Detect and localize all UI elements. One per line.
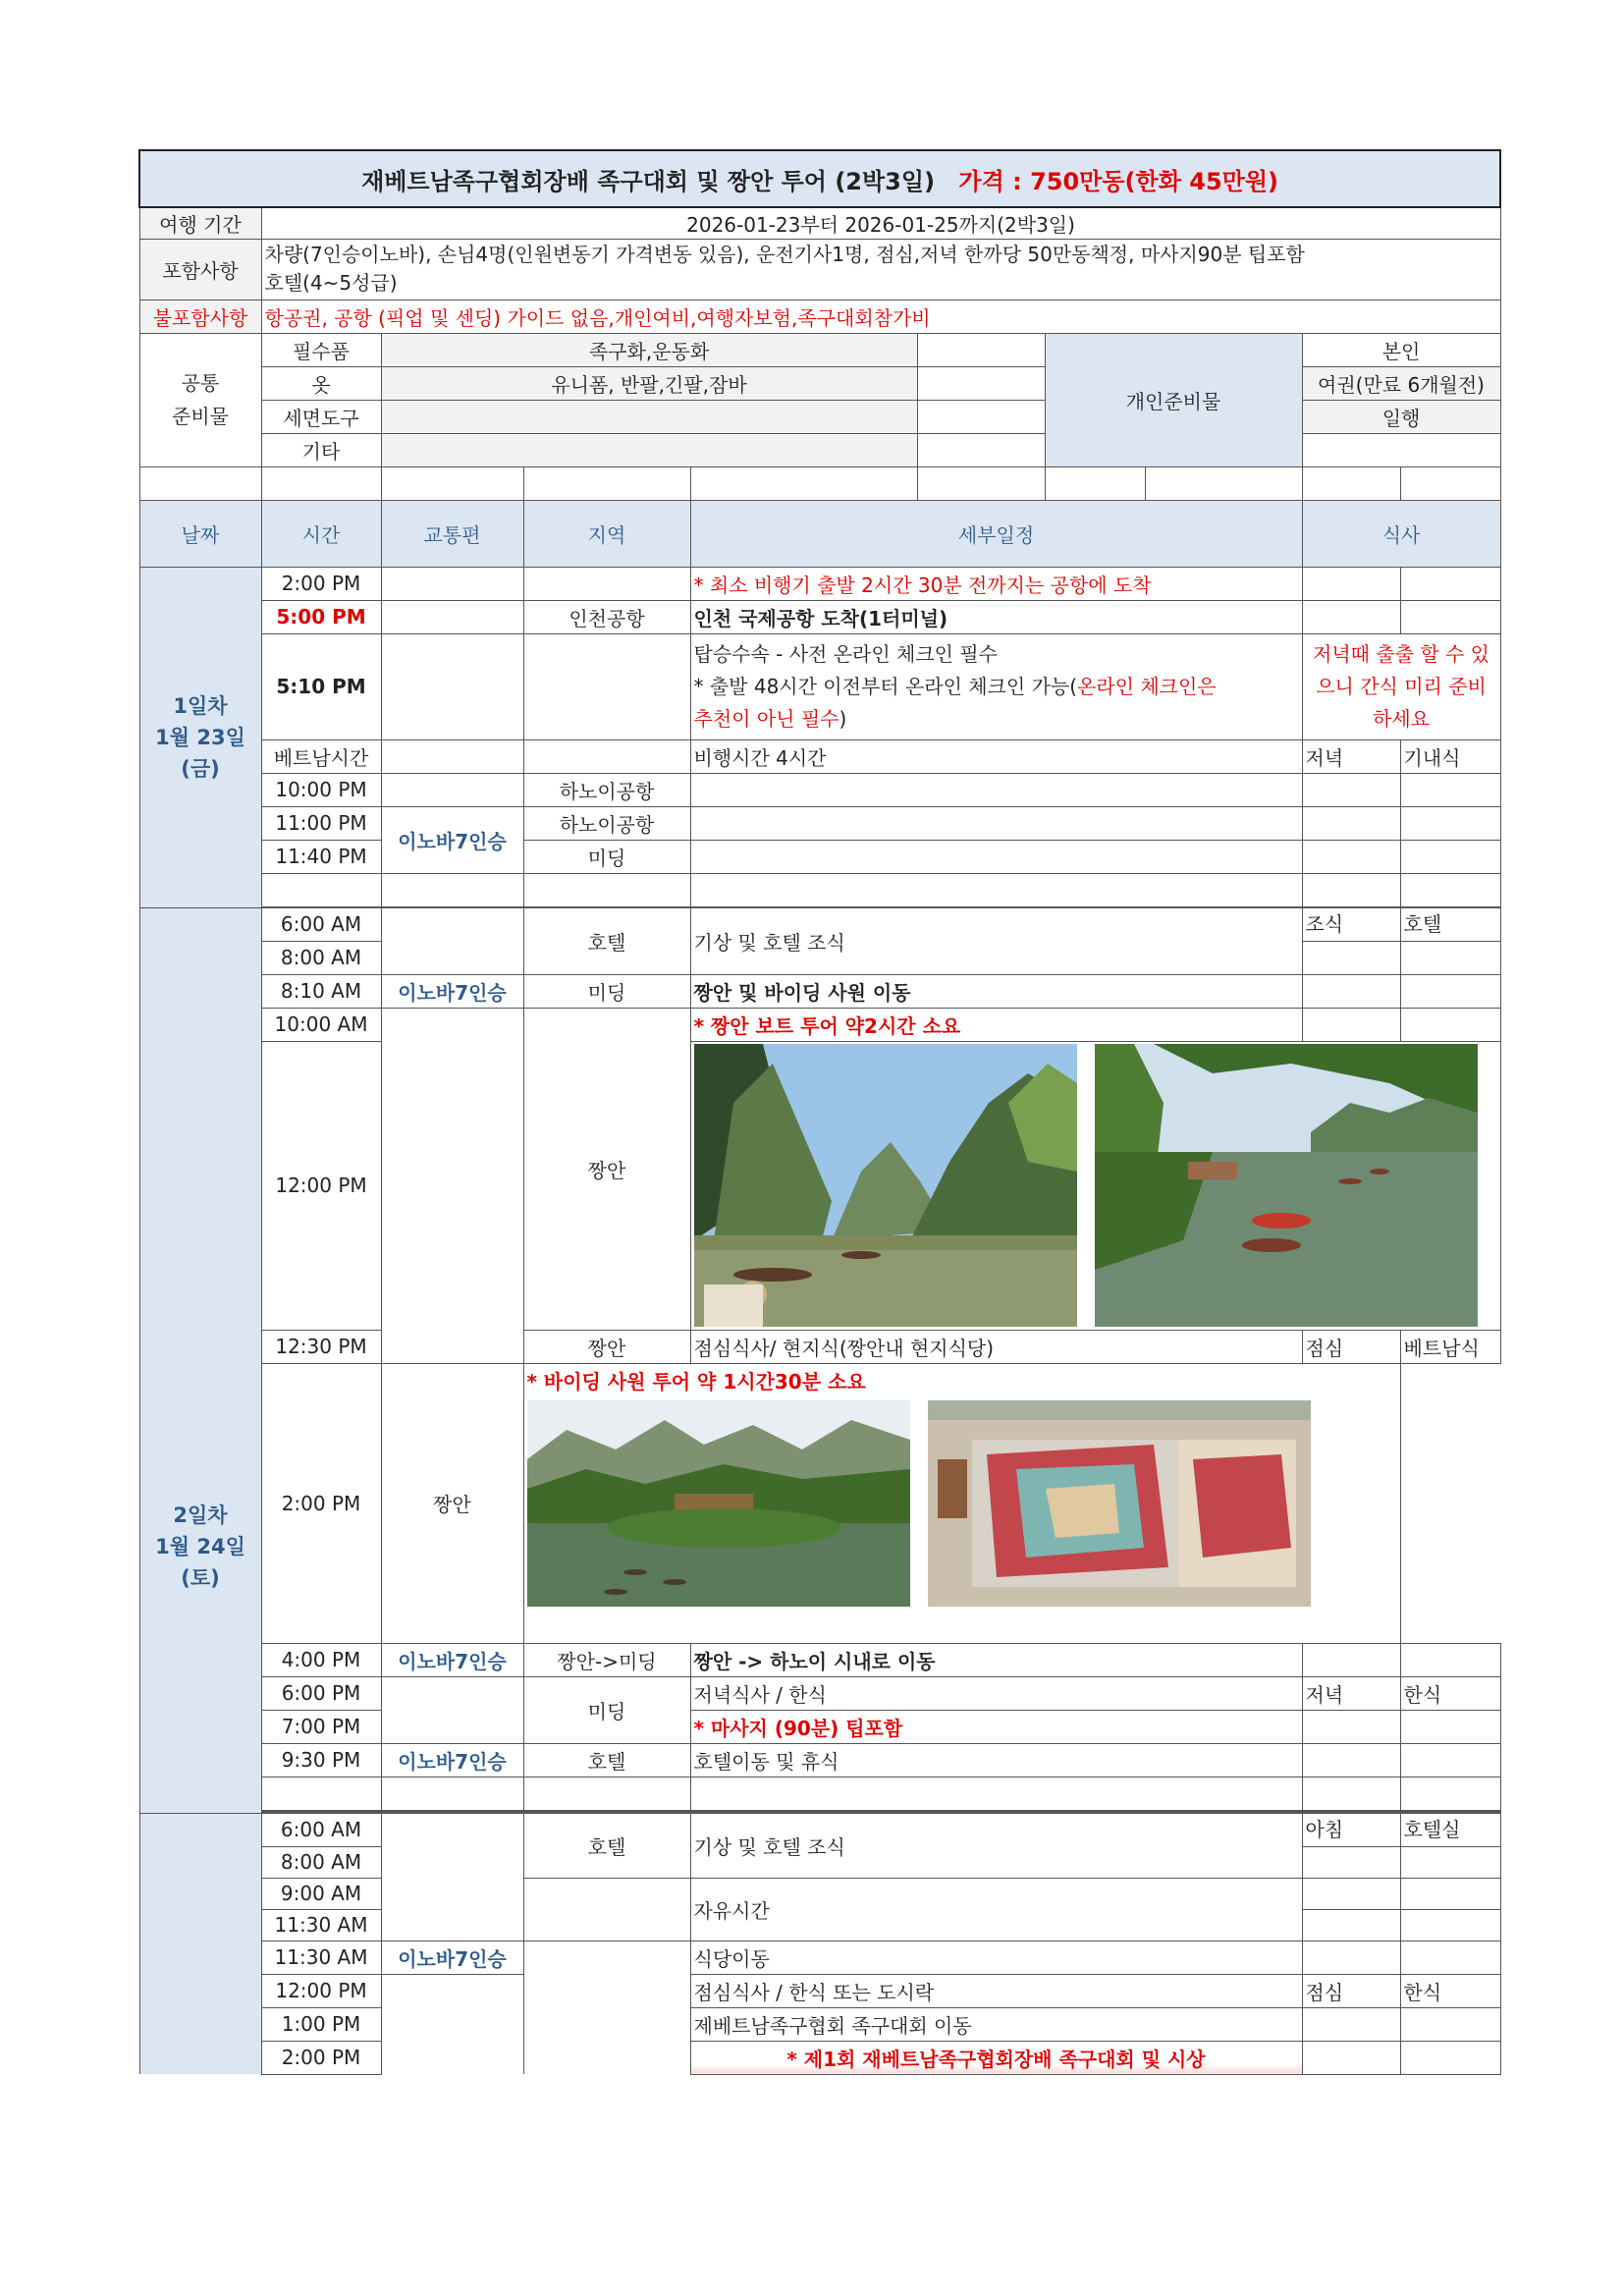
time-cell: 8:00 AM bbox=[261, 941, 381, 974]
meal-cell: 조식 bbox=[1302, 907, 1400, 941]
time-cell: 2:00 PM bbox=[261, 1363, 381, 1643]
included-value bbox=[261, 239, 1500, 300]
time-cell: 2:00 PM bbox=[261, 567, 381, 600]
prep-item-label: 세면도구 bbox=[261, 400, 381, 433]
meal-cell bbox=[1302, 1846, 1400, 1878]
transport-cell: 이노바7인승 bbox=[381, 806, 523, 873]
detail-cell: 기상 및 호텔 조식 bbox=[690, 1813, 1302, 1878]
transport-cell bbox=[381, 567, 523, 600]
area-cell: 하노이공항 bbox=[523, 806, 690, 840]
area-cell bbox=[523, 567, 690, 600]
col-header-detail: 세부일정 bbox=[690, 500, 1302, 567]
transport-cell bbox=[381, 600, 523, 633]
meal-cell bbox=[1302, 2041, 1400, 2074]
meal-cell bbox=[1302, 941, 1400, 974]
day2-weekday: (토) bbox=[181, 1566, 220, 1590]
time-cell: 11:40 PM bbox=[261, 840, 381, 873]
included-line-1: 차량(7인승이노바), 손님4명(인원변동기 가격변동 있음), 운전기사1명, 점심,저녁 한까당 50만동책정, 마사지90분 팁포함 bbox=[264, 243, 1305, 266]
menu-cell bbox=[1400, 974, 1500, 1008]
time-cell: 6:00 PM bbox=[261, 1676, 381, 1710]
period-label: 여행 기간 bbox=[139, 207, 261, 239]
detail-cell bbox=[690, 1777, 1302, 1810]
menu-cell bbox=[1400, 600, 1500, 633]
menu-cell bbox=[1400, 1777, 1500, 1810]
empty-cell bbox=[523, 466, 690, 500]
title-bar bbox=[139, 150, 1500, 207]
bai-dinh-detail bbox=[523, 1363, 1400, 1643]
menu-cell: 호텔실 bbox=[1400, 1813, 1500, 1846]
area-cell bbox=[523, 1878, 690, 1941]
period-value: 2026-01-23부터 2026-01-25까지(2박3일) bbox=[261, 207, 1500, 239]
detail-cell: 제베트남족구협회 족구대회 이동 bbox=[690, 2007, 1302, 2041]
personal-prep-item: 여권(만료 6개월전) bbox=[1302, 366, 1500, 400]
menu-cell bbox=[1400, 1846, 1500, 1878]
area-cell: 호텔 bbox=[523, 907, 690, 974]
prep-item-label: 기타 bbox=[261, 433, 381, 466]
area-cell: 짱안 bbox=[381, 1363, 523, 1643]
meal-cell bbox=[1302, 1643, 1400, 1676]
detail-cell: 기상 및 호텔 조식 bbox=[690, 907, 1302, 974]
transport-cell bbox=[381, 1974, 523, 2074]
transport-cell bbox=[381, 873, 523, 906]
time-cell: 8:00 AM bbox=[261, 1846, 381, 1878]
detail-cell bbox=[690, 840, 1302, 873]
meal-cell: 점심 bbox=[1302, 1330, 1400, 1363]
time-cell: 9:30 PM bbox=[261, 1743, 381, 1777]
empty-cell bbox=[917, 400, 1045, 433]
area-cell bbox=[523, 1941, 690, 2074]
time-cell: 1:00 PM bbox=[261, 2007, 381, 2041]
empty-cell bbox=[139, 466, 261, 500]
menu-cell bbox=[1400, 1643, 1500, 1676]
time-cell: 베트남시간 bbox=[261, 739, 381, 773]
menu-cell bbox=[1400, 1941, 1500, 1974]
col-header-transport: 교통편 bbox=[381, 500, 523, 567]
area-cell: 호텔 bbox=[523, 1743, 690, 1777]
prep-item-value bbox=[381, 433, 917, 466]
time-cell: 11:30 AM bbox=[261, 1941, 381, 1974]
area-cell: 짱안 bbox=[523, 1330, 690, 1363]
menu-cell: 호텔 bbox=[1400, 907, 1500, 941]
detail-cell: 저녁식사 / 한식 bbox=[690, 1676, 1302, 1710]
excluded-value: 항공권, 공항 (픽업 및 센딩) 가이드 없음,개인여비,여행자보험,족구대회참가비 bbox=[261, 300, 1500, 333]
menu-cell bbox=[1400, 1710, 1500, 1743]
meal-cell bbox=[1302, 1710, 1400, 1743]
empty-cell bbox=[1045, 466, 1145, 500]
transport-cell bbox=[381, 907, 523, 974]
detail-cell: * 최소 비행기 출발 2시간 30분 전까지는 공항에 도착 bbox=[690, 567, 1302, 600]
menu-cell: 한식 bbox=[1400, 1676, 1500, 1710]
meal-cell bbox=[1302, 806, 1400, 840]
meal-cell bbox=[1302, 1743, 1400, 1777]
detail-cell: 짱안 및 바이딩 사원 이동 bbox=[690, 974, 1302, 1008]
day1-weekday: (금) bbox=[181, 756, 220, 781]
area-cell bbox=[523, 633, 690, 739]
meal-cell bbox=[1302, 1941, 1400, 1974]
day1-date: 1월 23일 bbox=[155, 725, 245, 749]
area-cell: 호텔 bbox=[523, 1813, 690, 1878]
time-cell: 8:10 AM bbox=[261, 974, 381, 1008]
detail-cell: 자유시간 bbox=[690, 1878, 1302, 1941]
time-cell: 11:30 AM bbox=[261, 1909, 381, 1941]
detail-cell: * 짱안 보트 투어 약2시간 소요 bbox=[690, 1008, 1302, 1041]
transport-cell: 이노바7인승 bbox=[381, 1941, 523, 1974]
transport-cell: 이노바7인승 bbox=[381, 974, 523, 1008]
menu-cell: 한식 bbox=[1400, 1974, 1500, 2007]
col-header-time: 시간 bbox=[261, 500, 381, 567]
menu-cell bbox=[1400, 941, 1500, 974]
empty-cell bbox=[261, 466, 381, 500]
col-header-meal: 식사 bbox=[1302, 500, 1500, 567]
transport-cell bbox=[381, 1777, 523, 1810]
prep-item-label: 필수품 bbox=[261, 333, 381, 366]
time-cell: 11:00 PM bbox=[261, 806, 381, 840]
time-cell: 4:00 PM bbox=[261, 1643, 381, 1676]
time-cell bbox=[261, 1777, 381, 1810]
transport-cell bbox=[381, 773, 523, 806]
menu-cell bbox=[1400, 2041, 1500, 2074]
time-cell: 10:00 AM bbox=[261, 1008, 381, 1041]
detail-cell: 인천 국제공항 도착(1터미널) bbox=[690, 600, 1302, 633]
time-cell: 6:00 AM bbox=[261, 1813, 381, 1846]
included-label: 포함사항 bbox=[139, 239, 261, 300]
detail-cell: 호텔이동 및 휴식 bbox=[690, 1743, 1302, 1777]
detail-cell: 점심식사/ 현지식(짱안내 현지식당) bbox=[690, 1330, 1302, 1363]
meal-cell: 저녁 bbox=[1302, 1676, 1400, 1710]
menu-cell bbox=[1400, 773, 1500, 806]
prep-item-label: 옷 bbox=[261, 366, 381, 400]
menu-cell: 베트남식 bbox=[1400, 1330, 1500, 1363]
meal-cell bbox=[1302, 773, 1400, 806]
tour-price: 가격 : 750만동(한화 45만원) bbox=[958, 167, 1278, 195]
menu-cell bbox=[1400, 806, 1500, 840]
time-cell: 12:00 PM bbox=[261, 1041, 381, 1330]
menu-cell bbox=[1400, 2007, 1500, 2041]
day1-label: 1일차 bbox=[173, 693, 228, 718]
time-cell: 7:00 PM bbox=[261, 1710, 381, 1743]
detail-cell bbox=[690, 806, 1302, 840]
meal-cell bbox=[1302, 840, 1400, 873]
detail-cell: * 제1회 재베트남족구협회장배 족구대회 및 시상 bbox=[690, 2041, 1302, 2074]
meal-cell bbox=[1302, 1008, 1400, 1041]
area-cell: 짱안 bbox=[523, 1008, 690, 1330]
bai-dinh-photo-1 bbox=[527, 1400, 910, 1607]
time-cell: 2:00 PM bbox=[261, 2041, 381, 2074]
empty-cell bbox=[381, 466, 523, 500]
trang-an-boat-photo-1 bbox=[694, 1044, 1077, 1327]
meal-cell bbox=[1302, 873, 1400, 906]
col-header-area: 지역 bbox=[523, 500, 690, 567]
detail-cell: 점심식사 / 한식 또는 도시락 bbox=[690, 1974, 1302, 2007]
meal-cell bbox=[1302, 600, 1400, 633]
prep-item-value: 족구화,운동화 bbox=[381, 333, 917, 366]
meal-cell bbox=[1302, 974, 1400, 1008]
detail-cell bbox=[690, 873, 1302, 906]
time-cell: 6:00 AM bbox=[261, 907, 381, 941]
day1-label-cell bbox=[139, 567, 261, 907]
col-header-date: 날짜 bbox=[139, 500, 261, 567]
empty-cell bbox=[917, 333, 1045, 366]
meal-cell bbox=[1302, 567, 1400, 600]
common-prep-label: 공통 준비물 bbox=[139, 333, 261, 466]
detail-cell bbox=[690, 773, 1302, 806]
detail-cell: * 마사지 (90분) 팁포함 bbox=[690, 1710, 1302, 1743]
area-cell: 미딩 bbox=[523, 974, 690, 1008]
area-cell: 미딩 bbox=[523, 840, 690, 873]
menu-cell: 기내식 bbox=[1400, 739, 1500, 773]
detail-cell: 짱안 -> 하노이 시내로 이동 bbox=[690, 1643, 1302, 1676]
empty-cell bbox=[1145, 466, 1302, 500]
empty-cell bbox=[1400, 466, 1500, 500]
time-cell: 10:00 PM bbox=[261, 773, 381, 806]
meal-cell: 저녁 bbox=[1302, 739, 1400, 773]
meal-cell bbox=[1302, 2007, 1400, 2041]
area-cell: 짱안->미딩 bbox=[523, 1643, 690, 1676]
time-cell: 9:00 AM bbox=[261, 1878, 381, 1909]
menu-cell bbox=[1400, 873, 1500, 906]
bai-dinh-map-photo bbox=[928, 1400, 1311, 1607]
empty-cell bbox=[1302, 466, 1400, 500]
meal-cell bbox=[1302, 1909, 1400, 1941]
menu-cell bbox=[1400, 1878, 1500, 1909]
time-cell: 12:00 PM bbox=[261, 1974, 381, 2007]
detail-cell: * 바이딩 사원 투어 약 1시간30분 소요 bbox=[526, 1369, 866, 1394]
day2-label: 2일차 bbox=[173, 1503, 228, 1527]
menu-cell bbox=[1400, 567, 1500, 600]
area-cell bbox=[523, 739, 690, 773]
meal-cell: 점심 bbox=[1302, 1974, 1400, 2007]
transport-cell: 이노바7인승 bbox=[381, 1643, 523, 1676]
personal-prep-label: 개인준비물 bbox=[1045, 333, 1302, 466]
meal-cell bbox=[1302, 1777, 1400, 1810]
transport-cell bbox=[381, 1676, 523, 1743]
prep-item-value: 유니폼, 반팔,긴팔,잠바 bbox=[381, 366, 917, 400]
transport-cell: 이노바7인승 bbox=[381, 1743, 523, 1777]
included-line-2: 호텔(4~5성급) bbox=[264, 271, 398, 295]
detail-cell: 식당이동 bbox=[690, 1941, 1302, 1974]
area-cell: 하노이공항 bbox=[523, 773, 690, 806]
boat-tour-photos bbox=[690, 1041, 1500, 1330]
time-cell: 12:30 PM bbox=[261, 1330, 381, 1363]
menu-cell bbox=[1400, 1909, 1500, 1941]
detail-cell: 탑승수속 - 사전 온라인 체크인 필수 * 출발 48시간 이전부터 온라인 체크인 가능(온라인 체크인은 추천이 아닌 필수) bbox=[690, 633, 1302, 739]
empty-cell bbox=[917, 466, 1045, 500]
trang-an-boat-photo-2 bbox=[1095, 1044, 1478, 1327]
time-cell: 5:10 PM bbox=[261, 633, 381, 739]
day2-date: 1월 24일 bbox=[155, 1535, 245, 1558]
transport-cell bbox=[381, 1813, 523, 1941]
personal-prep-item: 본인 bbox=[1302, 333, 1500, 366]
empty-cell bbox=[917, 433, 1045, 466]
transport-cell bbox=[381, 739, 523, 773]
area-cell bbox=[523, 873, 690, 906]
itinerary-sheet bbox=[138, 149, 1501, 2075]
empty-cell bbox=[917, 366, 1045, 400]
menu-cell bbox=[1400, 1008, 1500, 1041]
empty-cell bbox=[690, 466, 917, 500]
transport-cell bbox=[381, 633, 523, 739]
day2-label-cell bbox=[139, 907, 261, 1813]
day3-label-cell bbox=[139, 1813, 261, 2074]
menu-cell bbox=[1400, 1743, 1500, 1777]
meal-cell: 아침 bbox=[1302, 1813, 1400, 1846]
excluded-label: 불포함사항 bbox=[139, 300, 261, 333]
area-cell: 미딩 bbox=[523, 1676, 690, 1743]
time-cell bbox=[261, 873, 381, 906]
area-cell bbox=[523, 1777, 690, 1810]
prep-item-value bbox=[381, 400, 917, 433]
time-cell: 5:00 PM bbox=[261, 600, 381, 633]
detail-cell: 비행시간 4시간 bbox=[690, 739, 1302, 773]
area-cell: 인천공항 bbox=[523, 600, 690, 633]
personal-prep-item: 일행 bbox=[1302, 400, 1500, 433]
menu-cell bbox=[1400, 840, 1500, 873]
meal-cell bbox=[1302, 1878, 1400, 1909]
snack-note: 저녁때 출출 할 수 있으니 간식 미리 준비 하세요 bbox=[1302, 633, 1500, 739]
transport-cell bbox=[381, 1008, 523, 1363]
empty-cell bbox=[1302, 433, 1500, 466]
tour-title: 재베트남족구협회장배 족구대회 및 짱안 투어 (2박3일) bbox=[361, 167, 936, 195]
